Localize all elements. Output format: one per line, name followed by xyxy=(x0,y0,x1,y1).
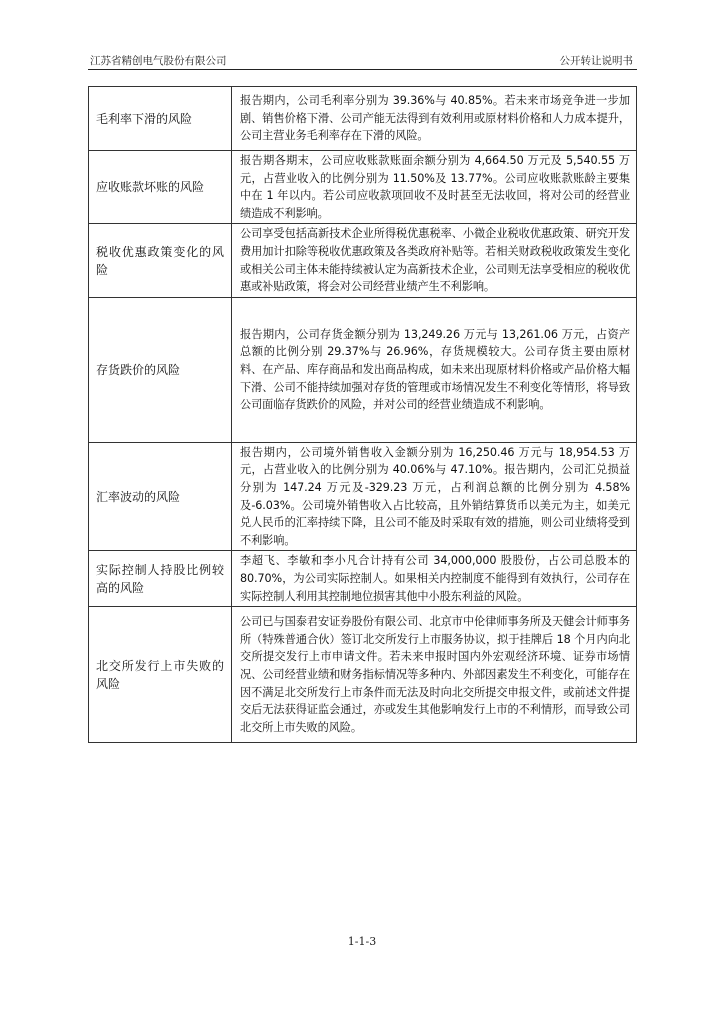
header-company-name: 江苏省精创电气股份有限公司 xyxy=(90,55,227,67)
risk-description: 报告期内，公司境外销售收入金额分别为 16,250.46 万元与 18,954.53 万元，占营业收入的比例分别为 40.06%与 47.10%。报告期内，公司汇兑损益分别为 147.24 万元及-329.23 万元，占利润总额的比例分别为 4.58%及-6.03%。公司境外销售收入占比较高，且外销结算货币以美元为主，如美元兑人民币的汇率持续下降，且公司不能及时采取有效的措施，则公司业绩将受到不利影响。 xyxy=(232,442,637,551)
risk-description: 报告期内，公司毛利率分别为 39.36%与 40.85%。若未来市场竞争进一步加剧、销售价格下滑、公司产能无法得到有效利用或原材料价格和人力成本提升，公司主营业务毛利率存在下滑的风险。 xyxy=(232,87,637,151)
table-row xyxy=(89,442,637,551)
table-row xyxy=(89,224,637,297)
risk-name: 汇率波动的风险 xyxy=(89,442,232,551)
risk-name: 应收账款坏账的风险 xyxy=(89,151,232,224)
risk-name: 存货跌价的风险 xyxy=(89,297,232,442)
risk-description: 报告期内，公司存货金额分别为 13,249.26 万元与 13,261.06 万元，占资产总额的比例分别 29.37%与 26.96%，存货规模较大。公司存货主要由原材料、在产品、库存商品和发出商品构成，如未来出现原材料价格或产品价格大幅下滑、公司不能持续加强对存货的管理或市场情况发生不利变化等情形，将导致公司面临存货跌价的风险，并对公司的经营业绩造成不利影响。 xyxy=(232,297,637,442)
risk-description: 报告期各期末，公司应收账款账面余额分别为 4,664.50 万元及 5,540.55 万元，占营业收入的比例分别为 11.50%及 13.77%。公司应收账款账龄主要集中在 1 年以内。若公司应收款项回收不及时甚至无法收回，将对公司的经营业绩造成不利影响。 xyxy=(232,151,637,224)
table-row xyxy=(89,151,637,224)
risk-description: 公司享受包括高新技术企业所得税优惠税率、小微企业税收优惠政策、研究开发费用加计扣除等税收优惠政策及各类政府补贴等。若相关财政税收政策发生变化或相关公司主体未能持续被认定为高新技术企业，公司则无法享受相应的税收优惠或补贴政策，将会对公司经营业绩产生不利影响。 xyxy=(232,224,637,297)
risk-name: 税收优惠政策变化的风险 xyxy=(89,224,232,297)
page-number: 1-1-3 xyxy=(347,935,377,948)
risk-name: 北交所发行上市失败的风险 xyxy=(89,607,232,743)
table-row xyxy=(89,87,637,151)
page-header xyxy=(88,51,637,70)
table-row xyxy=(89,551,637,607)
risk-factors-table xyxy=(88,86,637,743)
risk-name: 实际控制人持股比例较高的风险 xyxy=(89,551,232,607)
risk-description: 公司已与国泰君安证券股份有限公司、北京市中伦律师事务所及天健会计师事务所（特殊普通合伙）签订北交所发行上市服务协议，拟于挂牌后 18 个月内向北交所提交发行上市申请文件。若未来申报时国内外宏观经济环境、证券市场情况、公司经营业绩和财务指标情况等多种内、外部因素发生不利变化，可能存在因不满足北交所发行上市条件而无法及时向北交所提交申报文件，或前述文件提交后无法获得证监会通过，亦或发生其他影响发行上市的不利情形，而导致公司北交所上市失败的风险。 xyxy=(232,607,637,743)
risk-description: 李超飞、李敏和李小凡合计持有公司 34,000,000 股股份，占公司总股本的 80.70%，为公司实际控制人。如果相关内控制度不能得到有效执行，公司存在实际控制人利用其控制地位损害其他中小股东利益的风险。 xyxy=(232,551,637,607)
table-row xyxy=(89,607,637,743)
table-row xyxy=(89,297,637,442)
risk-name: 毛利率下滑的风险 xyxy=(89,87,232,151)
header-document-title: 公开转让说明书 xyxy=(559,55,633,67)
